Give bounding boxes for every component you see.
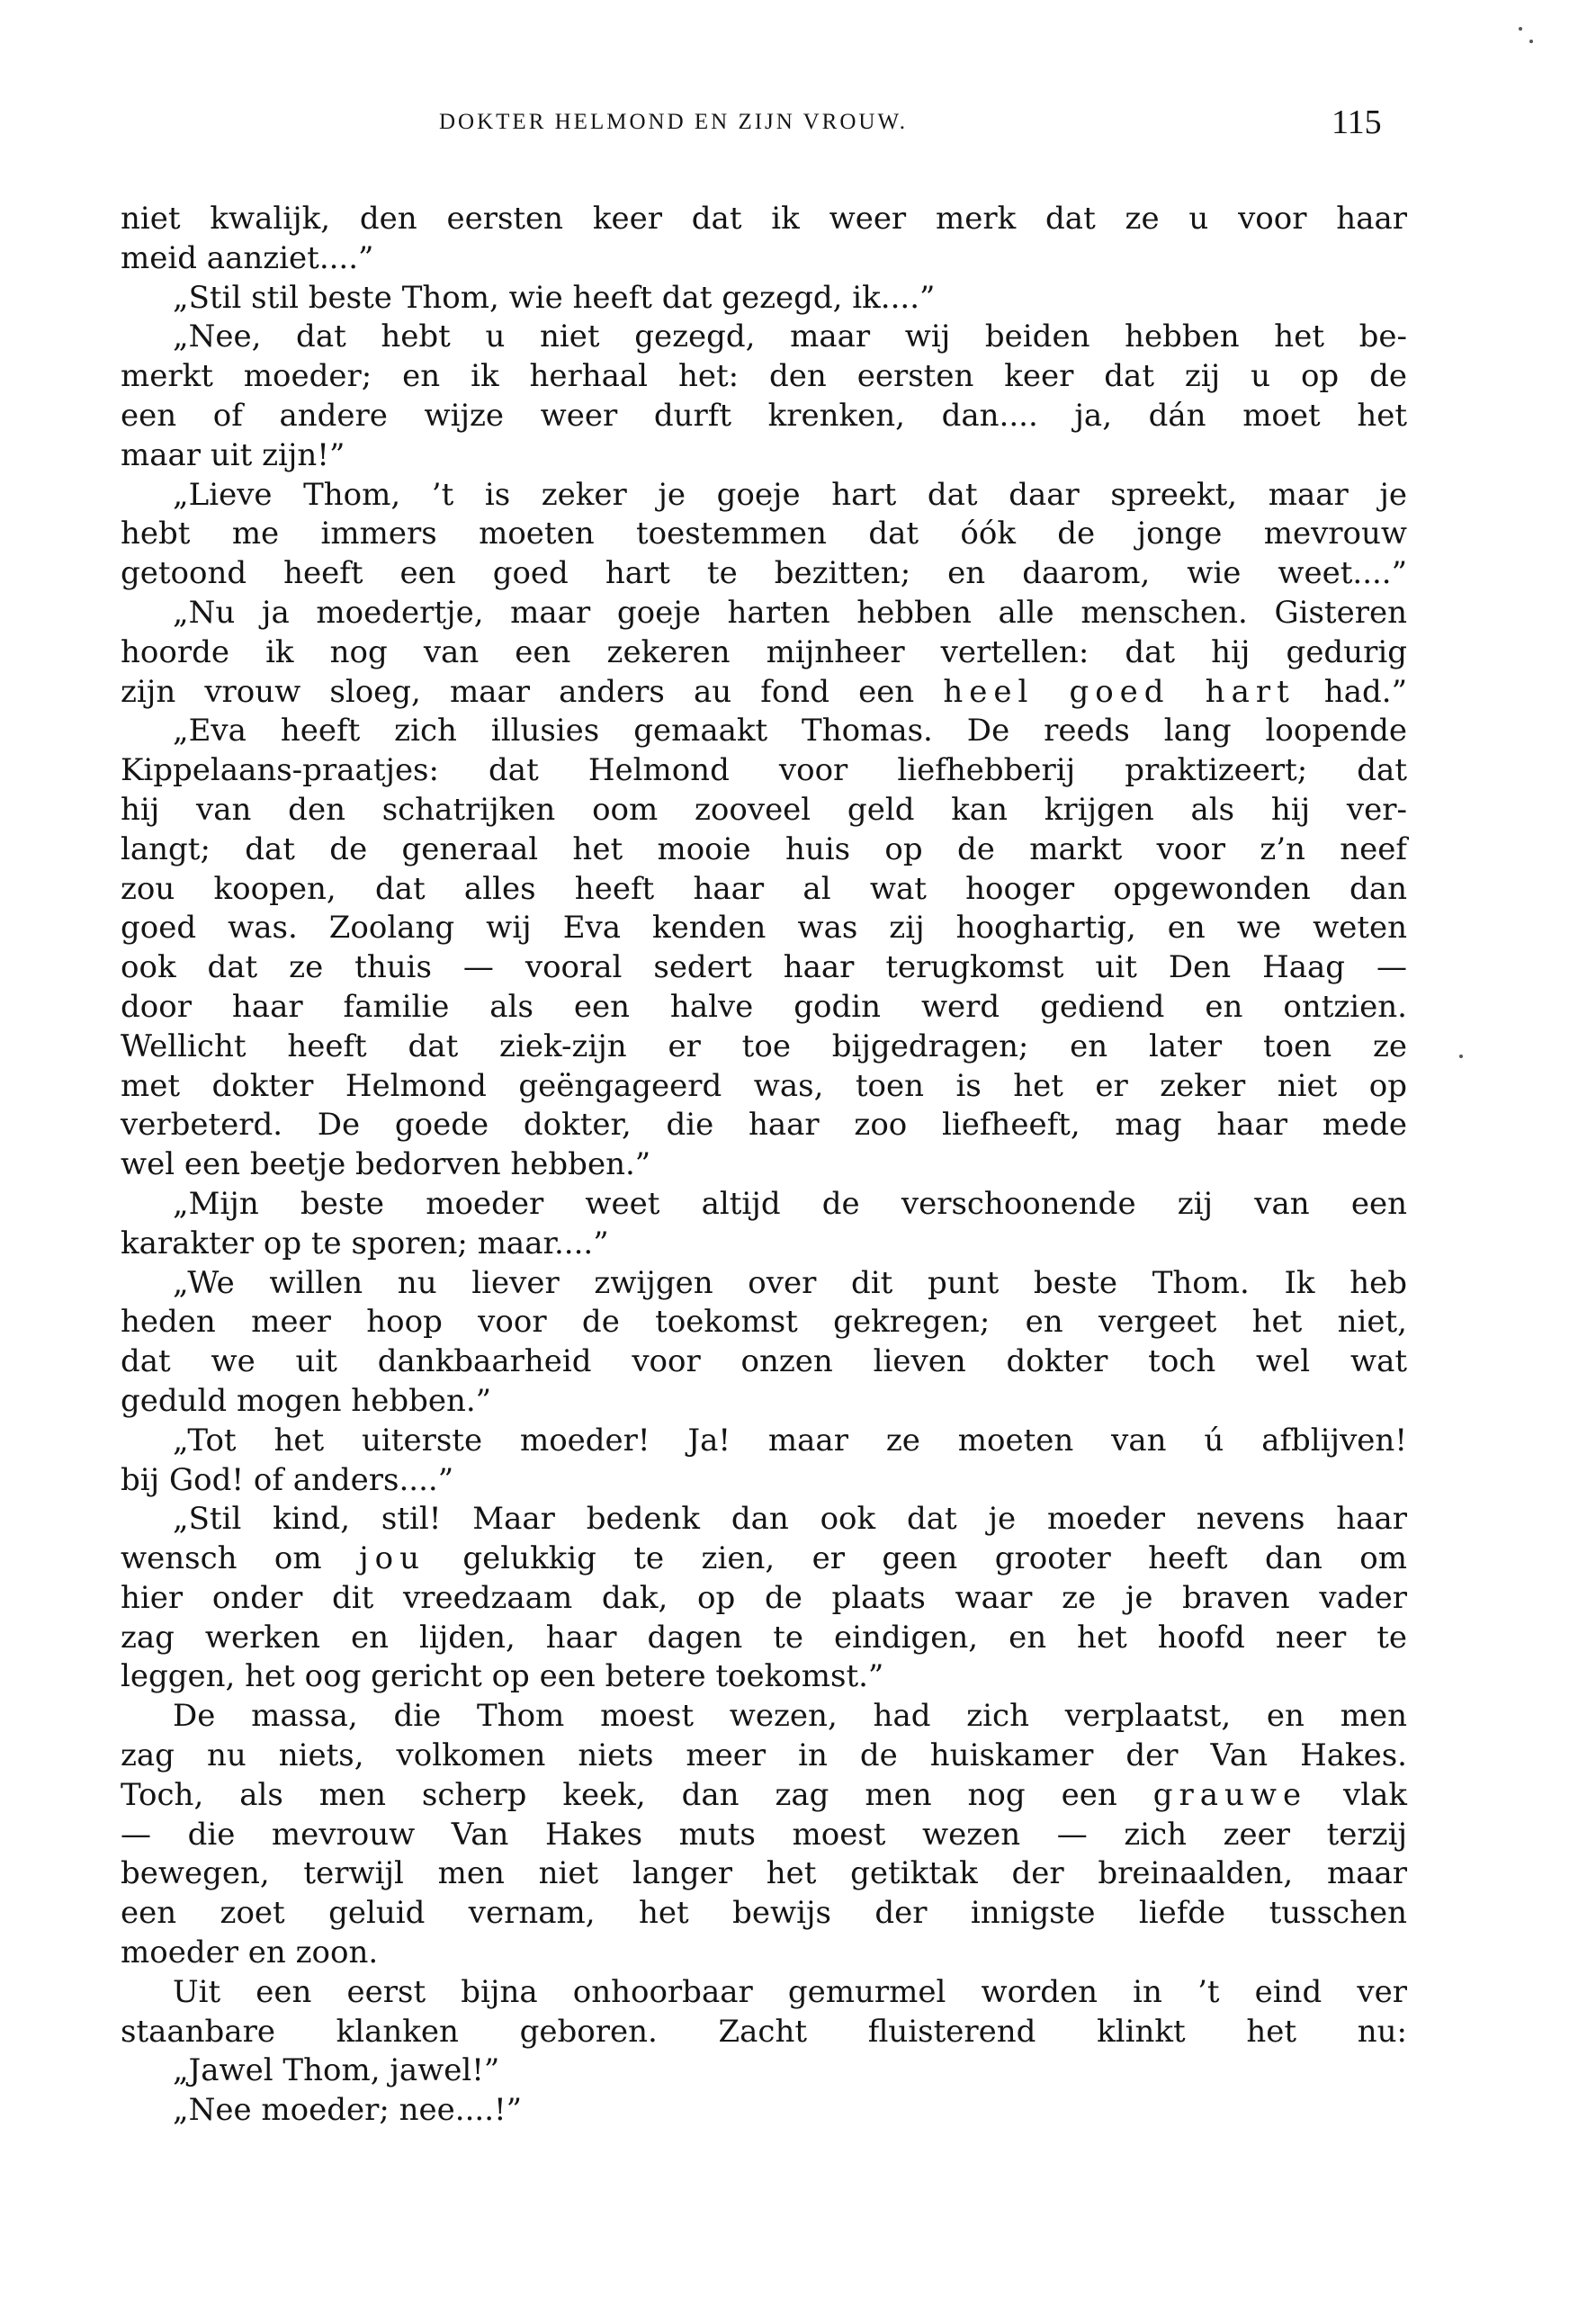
text-line: bewegen, terwijl men niet langer het getiktak der breinaalden, maar <box>121 1855 1407 1892</box>
text-line: Kippelaans-praatjes: dat Helmond voor liefhebberij praktizeert; dat <box>121 752 1407 789</box>
text-line: hij van den schatrijken oom zooveel geld kan krijgen als hij ver- <box>121 791 1407 828</box>
scan-speck <box>1519 27 1522 31</box>
scan-speck <box>1529 40 1533 43</box>
page-number: 115 <box>1331 103 1382 141</box>
text-line: „Jawel Thom, jawel!” <box>173 2052 500 2089</box>
running-title: DOKTER HELMOND EN ZIJN VROUW. <box>439 110 909 134</box>
text-line: wel een beetje bedorven hebben.” <box>121 1146 651 1183</box>
text-line: zag werken en lijden, haar dagen te eindigen, en het hoofd neer te <box>121 1619 1407 1656</box>
text-line: „Eva heeft zich illusies gemaakt Thomas. De reeds lang loopende <box>173 713 1407 750</box>
text-line: goed was. Zoolang wij Eva kenden was zij hooghartig, en we weten <box>121 910 1407 947</box>
text-line: meid aanziet....” <box>121 239 374 276</box>
text-line: langt; dat de generaal het mooie huis op de markt voor z’n neef <box>121 830 1407 867</box>
text-line: „Mijn beste moeder weet altijd de verschoonende zij van een <box>173 1185 1407 1222</box>
text-line: zijn vrouw sloeg, maar anders au fond een heel goed hart had.” <box>121 673 1407 710</box>
text-line: „Nu ja moedertje, maar goeje harten hebben alle menschen. Gisteren <box>173 594 1407 631</box>
text-line: niet kwalijk, den eersten keer dat ik weer merk dat ze u voor haar <box>121 201 1407 237</box>
text-line: „We willen nu liever zwijgen over dit punt beste Thom. Ik heb <box>173 1264 1407 1301</box>
text-line: dat we uit dankbaarheid voor onzen lieven dokter toch wel wat <box>121 1343 1407 1380</box>
text-line: hier onder dit vreedzaam dak, op de plaats waar ze je braven vader <box>121 1579 1407 1616</box>
text-line: zag nu niets, volkomen niets meer in de huiskamer der Van Hakes. <box>121 1737 1407 1774</box>
text-line: „Nee, dat hebt u niet gezegd, maar wij beiden hebben het be- <box>173 319 1407 355</box>
emphasis-spaced: jou <box>359 1540 426 1577</box>
text-line: getoond heeft een goed hart te bezitten; en daarom, wie weet....” <box>121 555 1407 592</box>
text-line: ook dat ze thuis — vooral sedert haar terugkomst uit Den Haag — <box>121 949 1407 986</box>
text-line: „Lieve Thom, ’t is zeker je goeje hart dat daar spreekt, maar je <box>173 476 1407 513</box>
text-line: De massa, die Thom moest wezen, had zich verplaatst, en men <box>173 1698 1407 1735</box>
text-line: zou koopen, dat alles heeft haar al wat hooger opgewonden dan <box>121 870 1407 907</box>
text-line: „Stil kind, stil! Maar bedenk dan ook dat je moeder nevens haar <box>173 1501 1407 1538</box>
text-line: maar uit zijn!” <box>121 436 345 473</box>
text-line: door haar familie als een halve godin werd gediend en ontzien. <box>121 988 1407 1025</box>
text-line: een zoet geluid vernam, het bewijs der innigste liefde tusschen <box>121 1895 1407 1932</box>
text-line: hebt me immers moeten toestemmen dat óók de jonge mevrouw <box>121 516 1407 552</box>
text-line: wensch om jou gelukkig te zien, er geen grooter heeft dan om <box>121 1540 1408 1577</box>
text-line: Wellicht heeft dat ziek-zijn er toe bijgedragen; en later toen ze <box>121 1028 1407 1064</box>
text-line: karakter op te sporen; maar....” <box>121 1225 609 1261</box>
text-line: „Stil stil beste Thom, wie heeft dat gezegd, ik....” <box>173 279 936 316</box>
text-line: Uit een eerst bijna onhoorbaar gemurmel worden in ’t eind ver <box>173 1973 1407 2010</box>
text-line: verbeterd. De goede dokter, die haar zoo liefheeft, mag haar mede <box>121 1107 1407 1144</box>
text-line: een of andere wijze weer durft krenken, dan.... ja, dán moet het <box>121 397 1407 434</box>
text-line: bij God! of anders....” <box>121 1461 454 1498</box>
emphasis-spaced: grauwe <box>1152 1776 1308 1813</box>
text-line: hoorde ik nog van een zekeren mijnheer vertellen: dat hij gedurig <box>121 633 1407 670</box>
body-text <box>121 200 1407 2131</box>
text-line: — die mevrouw Van Hakes muts moest wezen — zich zeer terzij <box>121 1816 1407 1853</box>
text-line: leggen, het oog gericht op een betere toekomst.” <box>121 1658 884 1695</box>
text-line: merkt moeder; en ik herhaal het: den eersten keer dat zij u op de <box>121 358 1407 395</box>
text-line: „Nee moeder; nee....!” <box>173 2092 523 2129</box>
scan-speck <box>1459 1055 1463 1058</box>
text-line: met dokter Helmond geëngageerd was, toen is het er zeker niet op <box>121 1067 1407 1104</box>
text-line: „Tot het uiterste moeder! Ja! maar ze moeten van ú afblijven! <box>173 1422 1407 1459</box>
text-line: geduld mogen hebben.” <box>121 1382 492 1419</box>
text-line: heden meer hoop voor de toekomst gekregen; en vergeet het niet, <box>121 1304 1407 1341</box>
emphasis-spaced: heel goed hart <box>943 673 1296 710</box>
text-line: Toch, als men scherp keek, dan zag men nog een grauwe vlak <box>121 1776 1408 1813</box>
text-line: moeder en zoon. <box>121 1934 379 1971</box>
text-line: staanbare klanken geboren. Zacht fluisterend klinkt het nu: <box>121 2013 1407 2050</box>
